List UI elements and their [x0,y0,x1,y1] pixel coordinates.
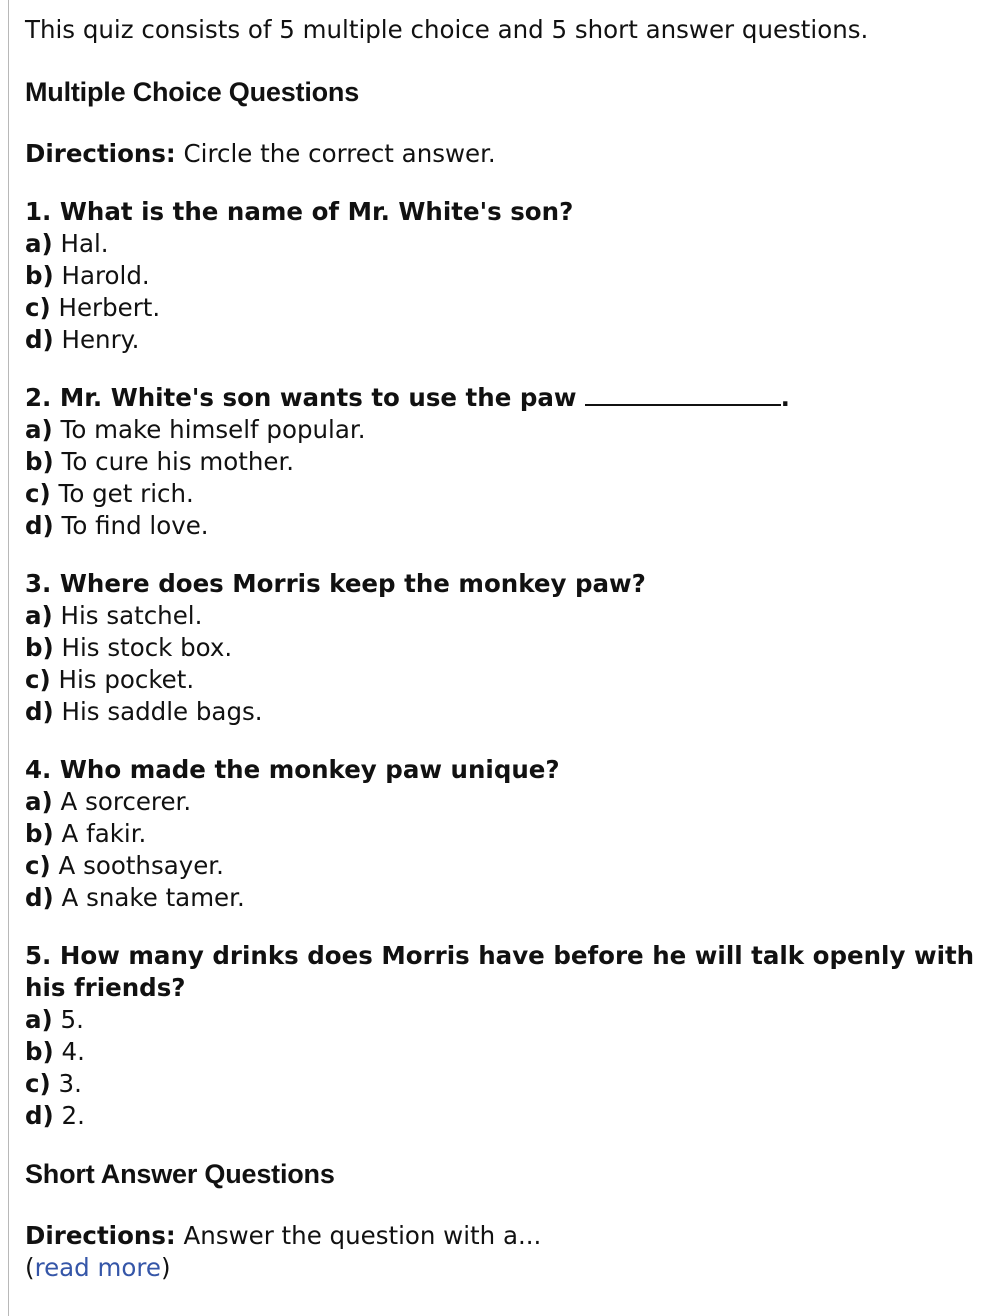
option-text: Harold. [61,261,150,290]
read-more-link[interactable]: read more [34,1253,161,1282]
option-letter: c) [25,1069,51,1098]
option-letter: b) [25,819,54,848]
paren-close: ) [161,1253,171,1282]
answer-option [25,632,975,664]
option-text: A snake tamer. [61,883,245,912]
answer-option [25,510,975,542]
answer-option [25,696,975,728]
answer-option [25,1036,975,1068]
option-text: A soothsayer. [58,851,224,880]
option-letter: a) [25,1005,53,1034]
mc-directions-label: Directions: [25,139,176,168]
option-letter: c) [25,665,51,694]
option-text: To find love. [61,511,209,540]
quiz-intro: This quiz consists of 5 multiple choice and 5 short answer questions. [25,15,869,44]
option-letter: a) [25,787,53,816]
option-text: 4. [61,1037,85,1066]
option-letter: d) [25,697,54,726]
option-text: 5. [60,1005,84,1034]
question-5 [25,940,975,1132]
option-letter: a) [25,601,53,630]
option-letter: c) [25,851,51,880]
answer-option [25,414,975,446]
question-1 [25,196,975,356]
question-text [25,382,975,414]
page [8,0,990,1316]
option-letter: d) [25,511,54,540]
answer-option [25,228,975,260]
answer-option [25,1068,975,1100]
question-text: 4. Who made the monkey paw unique? [25,755,560,784]
answer-option [25,1004,975,1036]
option-text: His pocket. [58,665,195,694]
sa-directions [25,1220,975,1252]
fill-in-blank [585,384,781,406]
question-2 [25,382,975,542]
option-text: A sorcerer. [60,787,192,816]
answer-option [25,664,975,696]
option-letter: c) [25,479,51,508]
option-text: To cure his mother. [61,447,295,476]
sa-directions-text: Answer the question with a... [183,1221,542,1250]
mc-directions-text: Circle the correct answer. [183,139,496,168]
question-text: 3. Where does Morris keep the monkey paw? [25,569,646,598]
answer-option [25,600,975,632]
question-4 [25,754,975,914]
option-text: His stock box. [61,633,233,662]
answer-option [25,478,975,510]
option-text: His saddle bags. [61,697,263,726]
question-text-suffix: . [780,383,790,412]
option-letter: b) [25,447,54,476]
answer-option [25,818,975,850]
option-letter: c) [25,293,51,322]
option-letter: d) [25,883,54,912]
read-more-line [25,1252,975,1284]
question-text-main: 2. Mr. White's son wants to use the paw [25,383,577,412]
option-text: Henry. [61,325,140,354]
answer-option [25,446,975,478]
option-text: A fakir. [61,819,147,848]
option-text: 2. [61,1101,85,1130]
option-text: To get rich. [58,479,194,508]
answer-option [25,260,975,292]
sa-heading: Short Answer Questions [25,1159,335,1189]
question-text: 5. How many drinks does Morris have before he will talk openly with his friends? [25,941,975,1002]
option-letter: b) [25,1037,54,1066]
option-text: To make himself popular. [60,415,366,444]
paren-open: ( [25,1253,35,1282]
answer-option [25,1100,975,1132]
quiz-content [25,14,975,1284]
answer-option [25,850,975,882]
option-text: Hal. [60,229,109,258]
answer-option [25,786,975,818]
answer-option [25,882,975,914]
answer-option [25,292,975,324]
mc-heading: Multiple Choice Questions [25,77,360,107]
option-letter: b) [25,633,54,662]
option-text: Herbert. [58,293,161,322]
mc-directions [25,138,975,170]
option-text: His satchel. [60,601,203,630]
option-text: 3. [58,1069,82,1098]
sa-directions-label: Directions: [25,1221,176,1250]
question-text: 1. What is the name of Mr. White's son? [25,197,574,226]
question-3 [25,568,975,728]
option-letter: a) [25,229,53,258]
answer-option [25,324,975,356]
option-letter: d) [25,1101,54,1130]
option-letter: a) [25,415,53,444]
option-letter: b) [25,261,54,290]
option-letter: d) [25,325,54,354]
